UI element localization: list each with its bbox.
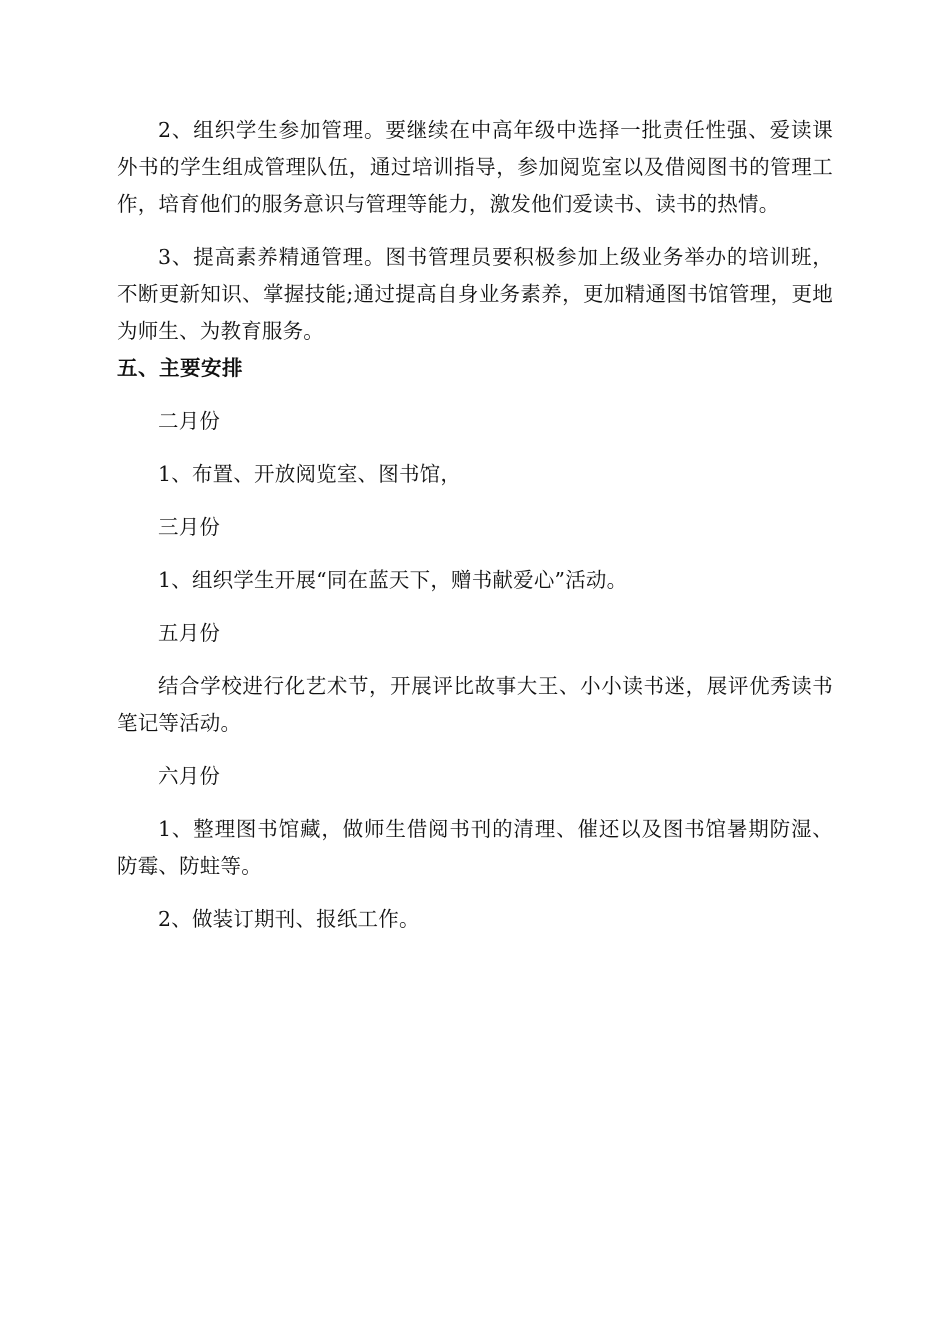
paragraph-improve-literacy: 3、提高素养精通管理。图书管理员要积极参加上级业务举办的培训班，不断更新知识、掌握技能;通过提高自身业务素养，更加精通图书馆管理，更地为师生、为教育服务。 [117,245,833,343]
february-item-1: 1、布置、开放阅览室、图书馆， [158,462,462,486]
march-item-1: 1、组织学生开展“同在蓝天下，赠书献爱心”活动。 [158,568,628,592]
document-page [117,112,833,938]
month-label-june: 六月份 [158,764,221,788]
month-label-march: 三月份 [158,515,221,539]
month-label-may: 五月份 [158,621,221,645]
paragraph-student-management: 2、组织学生参加管理。要继续在中高年级中选择一批责任性强、爱读课外书的学生组成管理队伍，通过培训指导，参加阅览室以及借阅图书的管理工作，培育他们的服务意识与管理等能力，激发他们爱读书、读书的热情。 [117,118,833,216]
section-heading-main-arrangements: 五、主要安排 [117,356,243,380]
june-item-2: 2、做装订期刊、报纸工作。 [158,907,420,931]
june-item-1: 1、整理图书馆藏，做师生借阅书刊的清理、催还以及图书馆暑期防湿、防霉、防蛀等。 [117,817,833,878]
may-item-1: 结合学校进行化艺术节，开展评比故事大王、小小读书迷，展评优秀读书笔记等活动。 [117,674,833,735]
month-label-february: 二月份 [158,409,221,433]
